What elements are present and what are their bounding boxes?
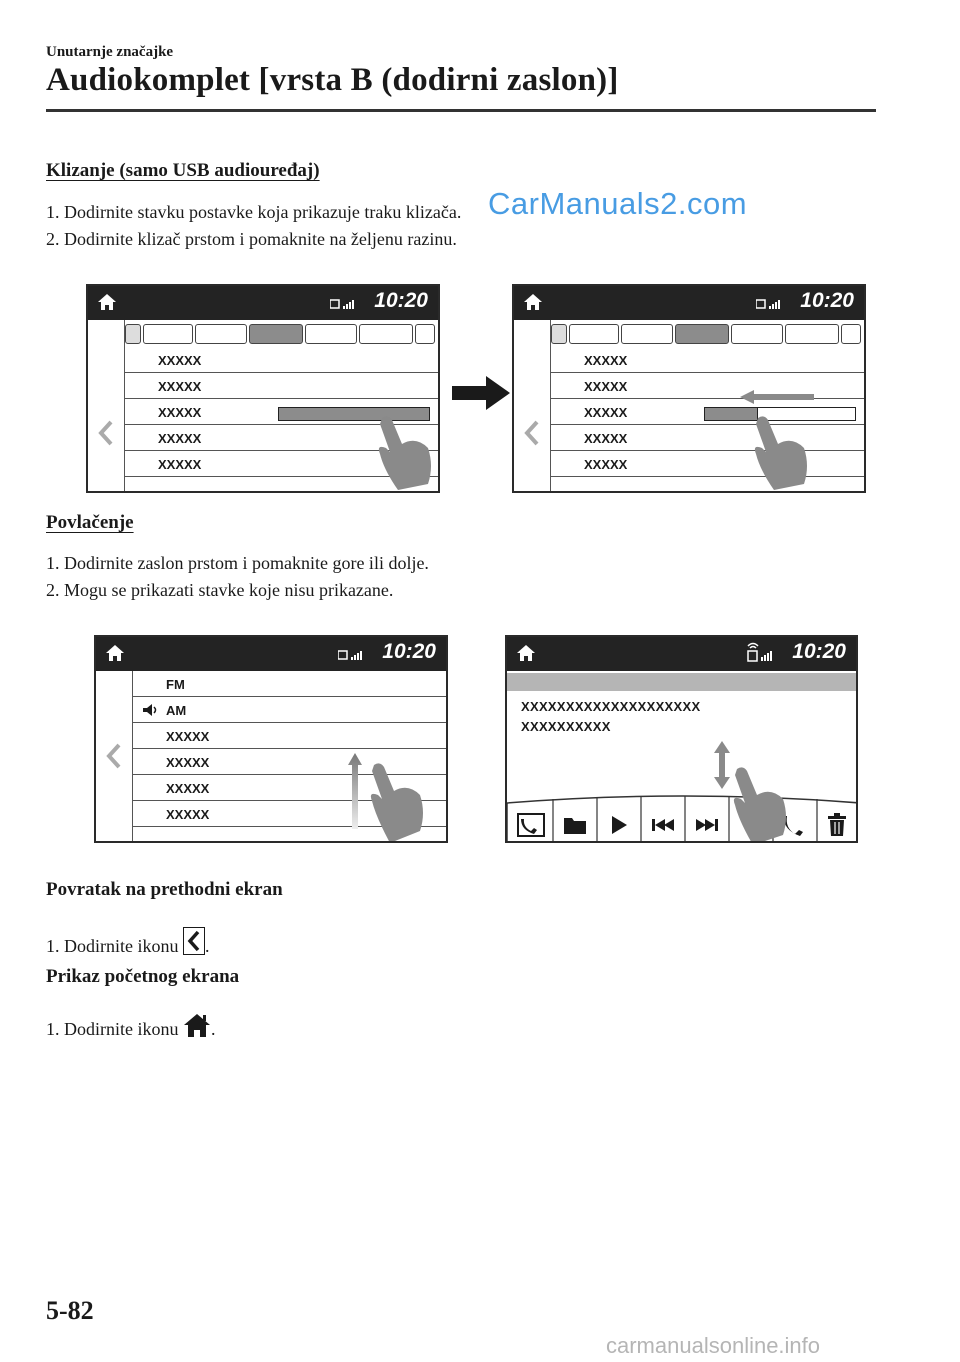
arrow-left-icon — [740, 390, 814, 404]
header-rule — [46, 109, 876, 112]
back-icon[interactable] — [106, 743, 122, 769]
control-bar — [507, 795, 858, 843]
finger-icon — [376, 414, 436, 492]
dragging-step-2: 2. Mogu se prikazati stavke koje nisu prikazane. — [46, 580, 394, 600]
footer-site: carmanualsonline.info — [606, 1333, 821, 1358]
track-title: XXXXXXXXXXXXXXXXXXXX — [521, 699, 701, 714]
next-track-icon[interactable] — [695, 818, 719, 832]
tab[interactable] — [785, 324, 839, 344]
tab-active[interactable] — [249, 324, 303, 344]
status-bar — [88, 286, 438, 320]
list-item[interactable]: XXXXX — [550, 348, 866, 373]
play-icon[interactable] — [610, 815, 628, 835]
previous-track-icon[interactable] — [651, 818, 675, 832]
left-column — [96, 671, 133, 841]
home-icon — [516, 644, 536, 662]
left-column — [88, 320, 125, 491]
home-icon — [97, 293, 117, 311]
tab-scroll-left[interactable] — [125, 324, 141, 344]
tab[interactable] — [359, 324, 413, 344]
heading-sliding: Klizanje (samo USB audiouređaj) — [46, 160, 320, 181]
tab[interactable] — [731, 324, 783, 344]
clock: 10:20 — [374, 289, 428, 312]
arrow-up-icon — [348, 753, 362, 829]
home-icon — [523, 293, 543, 311]
slider-screen-before — [86, 284, 440, 493]
trash-icon[interactable] — [827, 813, 847, 837]
wifi-signal-icon — [746, 641, 778, 665]
finger-icon — [368, 761, 428, 843]
list-item[interactable]: XXXXX — [124, 452, 440, 477]
tab[interactable] — [621, 324, 673, 344]
page-number: 5-82 — [46, 1296, 94, 1325]
home-icon — [183, 1012, 211, 1038]
back-icon[interactable] — [524, 420, 540, 446]
tab[interactable] — [143, 324, 193, 344]
dragging-step-1: 1. Dodirnite zaslon prstom i pomaknite gore ili dolje. — [46, 553, 429, 573]
list-item[interactable]: XXXXX — [132, 776, 448, 801]
signal-icon — [756, 298, 786, 310]
back-icon[interactable] — [98, 420, 114, 446]
signal-icon — [338, 649, 368, 661]
section-kicker: Unutarnje značajke — [46, 44, 174, 60]
arrow-up-down-icon — [714, 741, 730, 789]
status-bar — [507, 637, 856, 671]
list-item[interactable]: XXXXX — [132, 802, 448, 827]
sliding-step-2: 2. Dodirnite klizač prstom i pomaknite na željenu razinu. — [46, 229, 457, 249]
left-column — [514, 320, 551, 491]
list-item[interactable]: XXXXX — [550, 400, 866, 425]
home-icon — [105, 644, 125, 662]
speaker-icon — [142, 703, 158, 717]
watermark: CarManuals2.com — [488, 186, 748, 221]
sliding-step-1: 1. Dodirnite stavku postavke koja prikazuje traku klizača. — [46, 202, 462, 222]
folder-icon[interactable] — [563, 815, 587, 835]
list-item[interactable]: XXXXX — [124, 426, 440, 451]
home-step: 1. Dodirnite ikonu . — [46, 1012, 216, 1040]
tab-scroll-right[interactable] — [415, 324, 435, 344]
finger-icon — [752, 414, 812, 492]
tab-scroll-left[interactable] — [551, 324, 567, 344]
tab-active[interactable] — [675, 324, 729, 344]
clock: 10:20 — [800, 289, 854, 312]
status-bar — [514, 286, 864, 320]
tab[interactable] — [569, 324, 619, 344]
tab[interactable] — [305, 324, 357, 344]
list-item[interactable]: XXXXX — [550, 426, 866, 451]
finger-icon — [731, 765, 793, 843]
highlight-bar — [507, 673, 856, 691]
clock: 10:20 — [382, 640, 436, 663]
tab[interactable] — [195, 324, 247, 344]
status-bar — [96, 637, 446, 671]
drag-player-screen — [505, 635, 858, 843]
list-item-fm[interactable]: FM — [132, 672, 448, 697]
list-item[interactable]: XXXXX — [132, 750, 448, 775]
back-step: 1. Dodirnite ikonu . — [46, 927, 210, 957]
list-item[interactable]: XXXXX — [550, 374, 866, 399]
list-item[interactable]: XXXXX — [124, 374, 440, 399]
list-item[interactable]: XXXXX — [124, 348, 440, 373]
signal-icon — [330, 298, 360, 310]
clock: 10:20 — [792, 640, 846, 663]
back-icon — [183, 927, 205, 955]
slider-screen-after — [512, 284, 866, 493]
heading-dragging: Povlačenje — [46, 512, 134, 533]
phone-screen-icon[interactable] — [517, 813, 545, 837]
track-artist: XXXXXXXXXX — [521, 719, 611, 734]
heading-home: Prikaz početnog ekrana — [46, 966, 240, 987]
drag-list-screen — [94, 635, 448, 843]
slider-bar[interactable] — [704, 407, 758, 421]
chapter-title: Audiokomplet [vrsta B (dodirni zaslon)] — [46, 62, 619, 98]
list-item[interactable]: XXXXX — [124, 400, 440, 425]
heading-back: Povratak na prethodni ekran — [46, 879, 283, 900]
arrow-right-icon — [452, 376, 510, 410]
list-item[interactable]: XXXXX — [132, 724, 448, 749]
list-item-am[interactable]: AM — [132, 698, 448, 723]
tab-scroll-right[interactable] — [841, 324, 861, 344]
list-item[interactable]: XXXXX — [550, 452, 866, 477]
